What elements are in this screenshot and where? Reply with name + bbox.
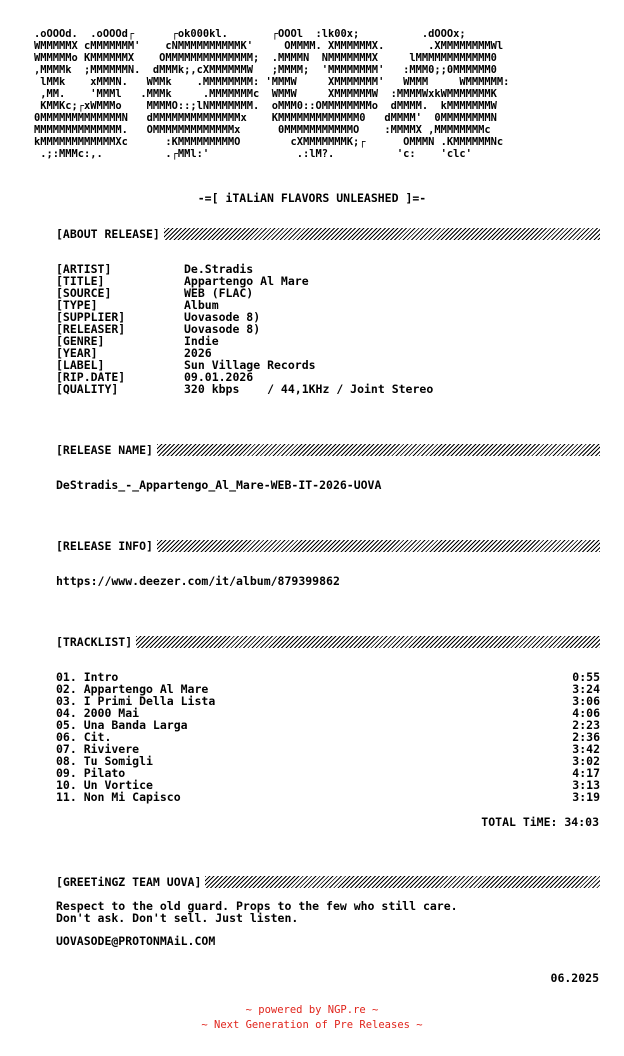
about-row-rip-date: [RIP.DATE] 09.01.2026: [56, 370, 254, 384]
track-row: 08. Tu Somigli 3:02: [56, 754, 600, 768]
track-row: 09. Pilato 4:17: [56, 766, 600, 780]
section-greetings: [56, 875, 600, 889]
section-header-about: [ABOUT RELEASE]: [56, 227, 160, 241]
footer-date: 06.2025: [550, 971, 599, 985]
section-header-release-info: [RELEASE INFO]: [56, 539, 153, 553]
about-row-releaser: [RELEASER] Uovasode 8): [56, 322, 261, 336]
about-row-quality: [QUALITY] 320 kbps / 44,1KHz / Joint Stereo: [56, 382, 434, 396]
section-divider: [136, 636, 600, 648]
section-release-name: [56, 443, 600, 457]
track-row: 05. Una Banda Larga 2:23: [56, 718, 600, 732]
section-header-greetings: [GREETiNGZ TEAM UOVA]: [56, 875, 202, 889]
about-row-year: [YEAR] 2026: [56, 346, 212, 360]
about-row-title: [TITLE] Appartengo Al Mare: [56, 274, 309, 288]
section-tracklist: [56, 635, 600, 649]
release-info-link[interactable]: https://www.deezer.com/it/album/879399862: [56, 574, 340, 588]
about-row-label: [LABEL] Sun Village Records: [56, 358, 316, 372]
section-divider: [164, 228, 600, 240]
track-row: 04. 2000 Mai 4:06: [56, 706, 600, 720]
track-row: 07. Rivivere 3:42: [56, 742, 600, 756]
about-row-source: [SOURCE] WEB (FLAC): [56, 286, 254, 300]
release-name: DeStradis_-_Appartengo_Al_Mare-WEB-IT-2026-UOVA: [56, 478, 382, 492]
tagline: -=[ iTALiAN FLAVORS UNLEASHED ]=-: [197, 191, 427, 205]
track-row: 11. Non Mi Capisco 3:19: [56, 790, 600, 804]
track-row: 01. Intro 0:55: [56, 670, 600, 684]
ascii-logo: .oOOOd. .oOOOd┌ ┌ok000kl. ┌OOOl :lk00x; .dOOOx; WMMMMMX cMMMMMMM' cNMMMMMMMMMMK' OMMMM. XMMMMMMX. .XMMMMMMMMWl WMMMMMo KMMMMMMX OMMMMMMMMMMMMMM; .MMMMN NMMMMMMMX lMMMMMMMMMMMM0 ,MMMMk ;MMMMMMN. dMMMk;,cXMMMMMMW ;MMMM; 'MMMMMMMM' :MMM0;;0MMMMMM0 lMMk xMMMN. WMMk .MMMMMMMM: 'MMMW XMMMMMMM' WMMM WMMMMMM: ,MM. 'MMMl .MMMk .MMMMMMMc WMMW XMMMMMMW :MMMMWxkWMMMMMMMK KMMKc;┌xWMMMo MMMMO::;lNMMMMMMM. oMMM0::OMMMMMMMMo dMMMM. kMMMMMMMW 0MMMMMMMMMMMMMN dMMMMMMMMMMMMMMx KMMMMMMMMMMMMM0 dMMMM' 0MMMMMMMMN MMMMMMMMMMMMMM. OMMMMMMMMMMMMMx 0MMMMMMMMMMMO :MMMMX ,MMMMMMMMc kMMMMMMMMMMMMXc :KMMMMMMMMMO cXMMMMMMMK;┌ OMMMN .KMMMMMMNc .;:MMMc:,. .┌MMl:' .:lM?. 'c: 'clc': [34, 28, 510, 160]
about-row-artist: [ARTIST] De.Stradis: [56, 262, 254, 276]
contact-email[interactable]: UOVASODE@PROTONMAiL.COM: [56, 934, 216, 948]
powered-by: ~ powered by NGP.re ~: [245, 1004, 379, 1016]
section-header-release-name: [RELEASE NAME]: [56, 443, 153, 457]
track-row: 10. Un Vortice 3:13: [56, 778, 600, 792]
total-time: TOTAL TiME: 34:03: [481, 815, 599, 829]
about-row-genre: [GENRE] Indie: [56, 334, 219, 348]
about-row-type: [TYPE] Album: [56, 298, 219, 312]
greetings-line-1: Respect to the old guard. Props to the few who still care.: [56, 899, 458, 913]
track-row: 02. Appartengo Al Mare 3:24: [56, 682, 600, 696]
section-header-tracklist: [TRACKLIST]: [56, 635, 133, 649]
section-about-release: [56, 227, 600, 241]
powered-by-tagline: ~ Next Generation of Pre Releases ~: [201, 1019, 423, 1031]
track-row: 03. I Primi Della Lista 3:06: [56, 694, 600, 708]
about-release-list: [56, 263, 433, 395]
about-row-supplier: [SUPPLIER] Uovasode 8): [56, 310, 261, 324]
greetings-line-2: Don't ask. Don't sell. Just listen.: [56, 911, 299, 925]
section-divider: [157, 444, 600, 456]
tracklist: [56, 671, 600, 803]
section-release-info: [56, 539, 600, 553]
section-divider: [205, 876, 600, 888]
section-divider: [157, 540, 600, 552]
track-row: 06. Cit. 2:36: [56, 730, 600, 744]
